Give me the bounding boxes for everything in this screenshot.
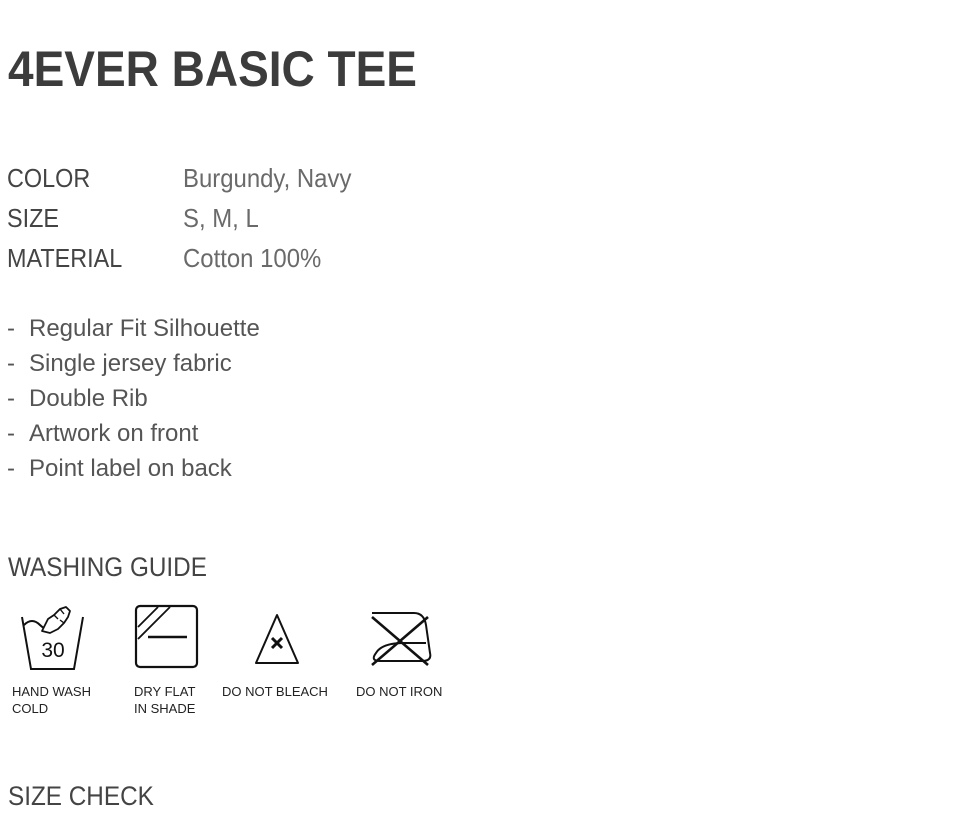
- care-item-no-iron: [356, 603, 448, 699]
- care-label-line: DO NOT IRON: [356, 684, 443, 699]
- spec-row-size: [7, 198, 366, 238]
- do-not-iron-icon: [356, 603, 448, 673]
- spec-value: S, M, L: [183, 202, 259, 233]
- product-title: 4EVER BASIC TEE: [8, 41, 417, 97]
- care-label: [222, 683, 328, 700]
- bullet-dash: -: [7, 454, 15, 482]
- feature-list: [7, 311, 260, 486]
- spec-value: Cotton 100%: [183, 242, 322, 273]
- dry-flat-in-shade-icon: [134, 603, 200, 673]
- list-item: [7, 346, 260, 381]
- list-item: [7, 451, 260, 486]
- care-item-hand-wash: [12, 603, 91, 716]
- bullet-dash: -: [7, 314, 15, 342]
- list-item: [7, 416, 260, 451]
- hand-wash-cold-icon: [18, 603, 88, 675]
- care-label: [134, 683, 195, 717]
- bullet-dash: -: [7, 384, 15, 412]
- spec-key: SIZE: [7, 202, 60, 233]
- bullet-dash: -: [7, 349, 15, 377]
- wash-temperature: 30: [41, 639, 65, 662]
- care-label-line: DRY FLAT: [134, 684, 196, 699]
- care-label-line: IN SHADE: [134, 701, 196, 716]
- spec-row-material: [7, 238, 366, 278]
- care-label: [356, 683, 442, 700]
- care-item-no-bleach: [222, 603, 332, 699]
- list-item: [7, 311, 260, 346]
- do-not-bleach-icon: [222, 603, 332, 673]
- feature-text: Artwork on front: [29, 419, 199, 447]
- feature-text: Double Rib: [29, 384, 148, 412]
- care-label-line: HAND WASH: [12, 684, 91, 699]
- feature-text: Single jersey fabric: [29, 349, 232, 377]
- spec-row-color: [7, 158, 366, 198]
- care-label-line: DO NOT BLEACH: [222, 684, 328, 699]
- list-item: [7, 381, 260, 416]
- care-label-line: COLD: [12, 701, 49, 716]
- spec-table: [7, 158, 366, 278]
- size-check-heading: SIZE CHECK: [8, 781, 154, 811]
- spec-value: Burgundy, Navy: [183, 162, 352, 193]
- spec-key: MATERIAL: [7, 242, 123, 273]
- washing-guide-heading: WASHING GUIDE: [8, 552, 207, 582]
- care-item-dry-flat: [134, 603, 200, 716]
- feature-text: Point label on back: [29, 454, 232, 482]
- spec-key: COLOR: [7, 162, 91, 193]
- feature-text: Regular Fit Silhouette: [29, 314, 260, 342]
- bullet-dash: -: [7, 419, 15, 447]
- care-label: [12, 683, 91, 717]
